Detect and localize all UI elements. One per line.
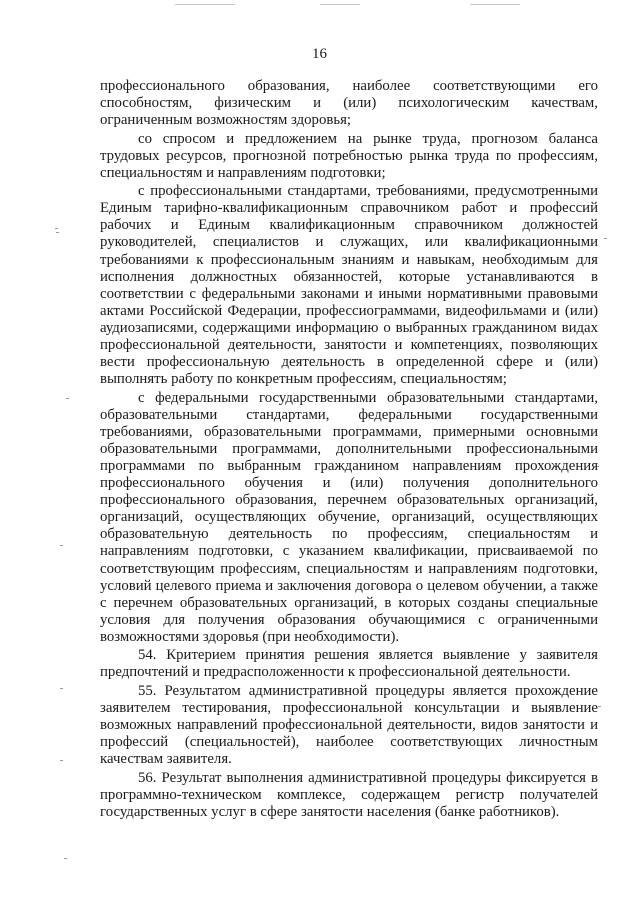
document-body: [100, 78, 598, 821]
margin-speck: [64, 858, 67, 859]
margin-speck: [604, 238, 607, 239]
paragraph: с федеральными государственными образовательными стандартами, образовательными стандартами, федеральными государственными требованиями, образовательными программами, примерными основными образовательными программами, дополнительными профессиональными программами по выбранным гражданином направлениям прохождения профессионального обучения и (или) получения дополнительного профессионального образования, перечнем образовательных организаций, организаций, осуществляющих обучение, организаций, осуществляющих образовательную деятельность по профессиям, специальностям и направлениям подготовки, с указанием квалификации, присваиваемой по соответствующим профессиям, специальностям и направлениям подготовки, условий целевого приема и заключения договора о целевом обучении, а также с перечнем образовательных организаций, в которых созданы специальные условия для получения образования обучающимися с ограниченными возможностями здоровья (при необходимости).: [100, 389, 598, 645]
margin-speck: [56, 232, 59, 233]
paragraph: со спросом и предложением на рынке труда, прогнозом баланса трудовых ресурсов, прогнозной потребностью рынка труда по профессиям, специальностям и направлениям подготовки;: [100, 130, 598, 181]
top-edge-rule: [320, 4, 360, 5]
margin-speck: [55, 228, 58, 229]
margin-speck: [60, 688, 63, 689]
margin-speck: [60, 545, 63, 546]
top-edge-rule: [470, 4, 520, 5]
paragraph: 55. Результатом административной процедуры является прохождение заявителем тестирования, профессиональной консультации и выявление возможных направлений профессиональной деятельности, видов занятости и профессий (специальностей), наиболее соответствующих личностным качествам заявителя.: [100, 682, 598, 768]
margin-speck: [598, 706, 601, 707]
page-number: 16: [312, 46, 327, 62]
paragraph: профессионального образования, наиболее соответствующими его способностям, физическим и (или) психологическим качествам, ограниченным возможностям здоровья;: [100, 78, 598, 129]
paragraph: с профессиональными стандартами, требованиями, предусмотренными Единым тарифно-квалификационным справочником работ и профессий рабочих и Единым квалификационным справочником должностей руководителей, специалистов и служащих, или квалификационными требованиями к профессиональным знаниям и навыкам, необходимым для исполнения должностных обязанностей, которые устанавливаются в соответствии с федеральными законами и иными нормативными правовыми актами Российской Федерации, профессиограммами, видеофильмами и (или) аудиозаписями, содержащими информацию о выбранных гражданином видах профессиональной деятельности, занятости и компетенциях, позволяющих вести профессиональную деятельность в определенной сфере и (или) выполнять работу по конкретным профессиям, специальностям;: [100, 183, 598, 388]
top-edge-rule: [175, 4, 235, 5]
margin-speck: [66, 398, 69, 399]
paragraph: 54. Критерием принятия решения является выявление у заявителя предпочтений и предрасположенности к профессиональной деятельности.: [100, 647, 598, 681]
margin-speck: [60, 760, 63, 761]
paragraph: 56. Результат выполнения административной процедуры фиксируется в программно-техническом комплексе, содержащем регистр получателей государственных услуг в сфере занятости населения (банке работников).: [100, 769, 598, 820]
